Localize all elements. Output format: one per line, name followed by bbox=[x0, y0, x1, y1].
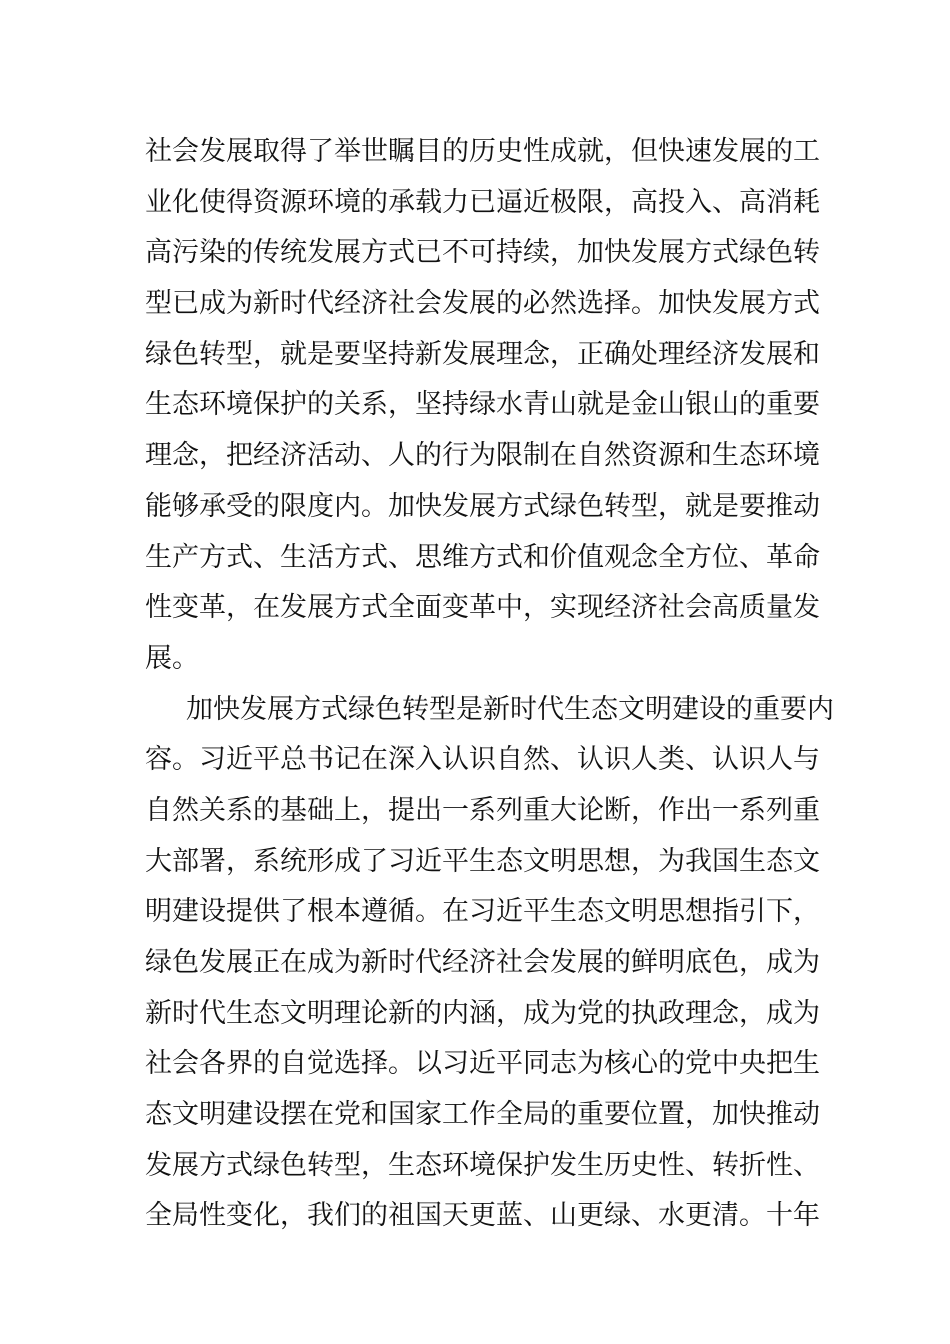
text-line: 业化使得资源环境的承载力已逼近极限，高投入、高消耗 bbox=[145, 186, 820, 218]
text-line: 理念，把经济活动、人的行为限制在自然资源和生态环境 bbox=[145, 440, 820, 472]
text-line: 生产方式、生活方式、思维方式和价值观念全方位、革命 bbox=[145, 541, 820, 573]
text-line: 大部署，系统形成了习近平生态文明思想，为我国生态文 bbox=[145, 845, 820, 877]
text-line: 展。 bbox=[145, 642, 199, 674]
text-line: 生态环境保护的关系，坚持绿水青山就是金山银山的重要 bbox=[145, 389, 820, 421]
text-line: 自然关系的基础上，提出一系列重大论断，作出一系列重 bbox=[145, 794, 820, 826]
text-line: 高污染的传统发展方式已不可持续，加快发展方式绿色转 bbox=[145, 237, 820, 269]
text-line: 全局性变化，我们的祖国天更蓝、山更绿、水更清。十年 bbox=[145, 1200, 820, 1232]
text-line: 社会各界的自觉选择。以习近平同志为核心的党中央把生 bbox=[145, 1048, 820, 1080]
paragraph-2 bbox=[145, 685, 834, 1243]
body-text bbox=[145, 127, 834, 1242]
text-line: 能够承受的限度内。加快发展方式绿色转型，就是要推动 bbox=[145, 490, 820, 522]
text-line: 发展方式绿色转型，生态环境保护发生历史性、转折性、 bbox=[145, 1149, 820, 1181]
text-line: 加快发展方式绿色转型是新时代生态文明建设的重要内 bbox=[186, 693, 834, 725]
text-line: 容。习近平总书记在深入认识自然、认识人类、认识人与 bbox=[145, 744, 820, 776]
text-line: 新时代生态文明理论新的内涵，成为党的执政理念，成为 bbox=[145, 997, 820, 1029]
text-line: 绿色发展正在成为新时代经济社会发展的鲜明底色，成为 bbox=[145, 947, 820, 978]
paragraph-1 bbox=[145, 127, 820, 685]
text-line: 型已成为新时代经济社会发展的必然选择。加快发展方式 bbox=[145, 288, 820, 320]
text-line: 态文明建设摆在党和国家工作全局的重要位置，加快推动 bbox=[145, 1099, 820, 1131]
text-line: 绿色转型，就是要坚持新发展理念，正确处理经济发展和 bbox=[145, 338, 820, 370]
text-line: 社会发展取得了举世瞩目的历史性成就，但快速发展的工 bbox=[145, 136, 820, 167]
text-line: 性变革，在发展方式全面变革中，实现经济社会高质量发 bbox=[145, 592, 820, 624]
text-line: 明建设提供了根本遵循。在习近平生态文明思想指引下， bbox=[145, 896, 820, 928]
